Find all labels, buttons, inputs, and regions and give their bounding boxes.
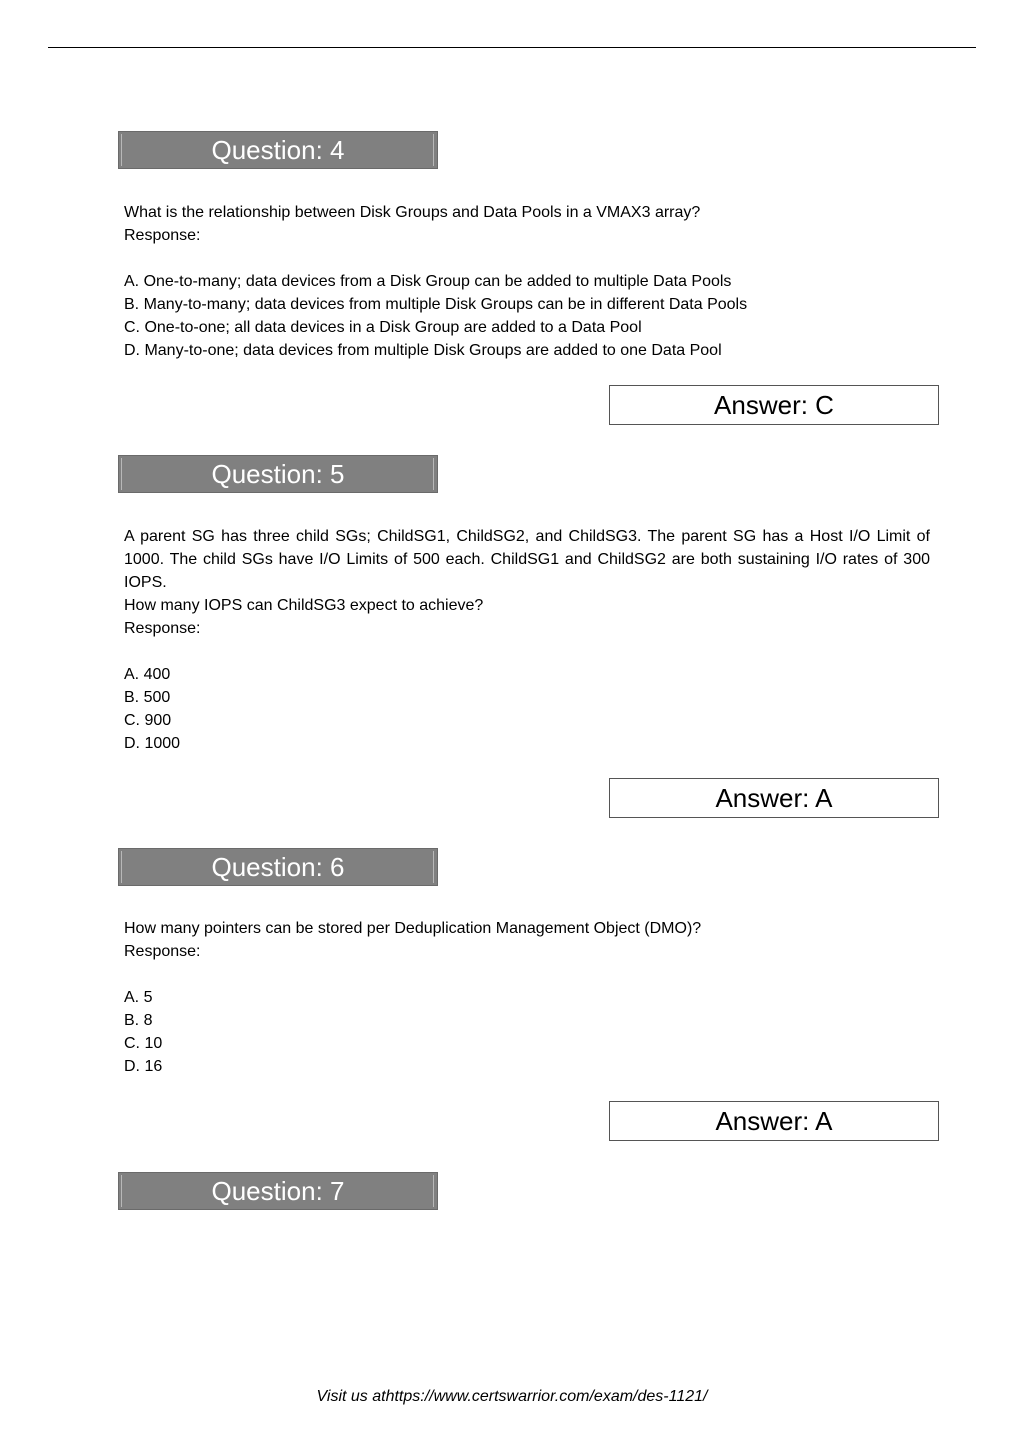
question-5-answer: Answer: A xyxy=(715,783,833,813)
spacer xyxy=(124,247,930,270)
question-6-header xyxy=(118,848,438,886)
question-4-answer: Answer: C xyxy=(714,390,834,420)
question-6-prompt: How many pointers can be stored per Deduplication Management Object (DMO)? xyxy=(124,920,702,937)
question-6-option-b: B. 8 xyxy=(124,1012,153,1029)
question-4-option-a: A. One-to-many; data devices from a Disk Group can be added to multiple Data Pools xyxy=(124,273,732,290)
question-5-option-c: C. 900 xyxy=(124,712,172,729)
question-6-option-d: D. 16 xyxy=(124,1058,163,1075)
question-6-option-a: A. 5 xyxy=(124,989,153,1006)
question-7-title: Question: 7 xyxy=(211,1176,345,1206)
question-5-prompt: A parent SG has three child SGs; ChildSG1, ChildSG2, and ChildSG3. The parent SG has a Host I/O Limit of 1000. The child SGs have I/O Limits of 500 each. ChildSG1 and ChildSG2 are both sustaining I/O rates of 300 IOPS. xyxy=(124,528,930,591)
header-rule xyxy=(48,47,976,48)
question-6-title: Question: 6 xyxy=(211,852,345,882)
question-5-answer-box xyxy=(609,778,939,818)
question-5-option-d: D. 1000 xyxy=(124,735,181,752)
question-4-title: Question: 4 xyxy=(211,135,345,165)
question-5-option-b: B. 500 xyxy=(124,689,171,706)
question-5-header xyxy=(118,455,438,493)
question-4-header xyxy=(118,131,438,169)
question-5-question: How many IOPS can ChildSG3 expect to achieve? xyxy=(124,597,484,614)
question-5-body xyxy=(124,525,930,755)
question-7-header xyxy=(118,1172,438,1210)
question-5-response-label: Response: xyxy=(124,620,201,637)
question-4-option-c: C. One-to-one; all data devices in a Disk Group are added to a Data Pool xyxy=(124,319,642,336)
question-4-option-d: D. Many-to-one; data devices from multiple Disk Groups are added to one Data Pool xyxy=(124,342,722,359)
question-6-answer-box xyxy=(609,1101,939,1141)
spacer xyxy=(124,963,930,986)
question-5-title: Question: 5 xyxy=(211,459,345,489)
spacer xyxy=(124,640,930,663)
question-6-body xyxy=(124,917,930,1078)
question-4-body xyxy=(124,201,930,362)
question-4-response-label: Response: xyxy=(124,227,201,244)
question-5-option-a: A. 400 xyxy=(124,666,171,683)
question-6-answer: Answer: A xyxy=(715,1106,833,1136)
question-6-response-label: Response: xyxy=(124,943,201,960)
question-4-option-b: B. Many-to-many; data devices from multiple Disk Groups can be in different Data Pools xyxy=(124,296,748,313)
footer-link-text: Visit us athttps://www.certswarrior.com/exam/des-1121/ xyxy=(316,1388,708,1405)
question-4-prompt: What is the relationship between Disk Groups and Data Pools in a VMAX3 array? xyxy=(124,204,701,221)
question-6-option-c: C. 10 xyxy=(124,1035,163,1052)
question-4-answer-box xyxy=(609,385,939,425)
